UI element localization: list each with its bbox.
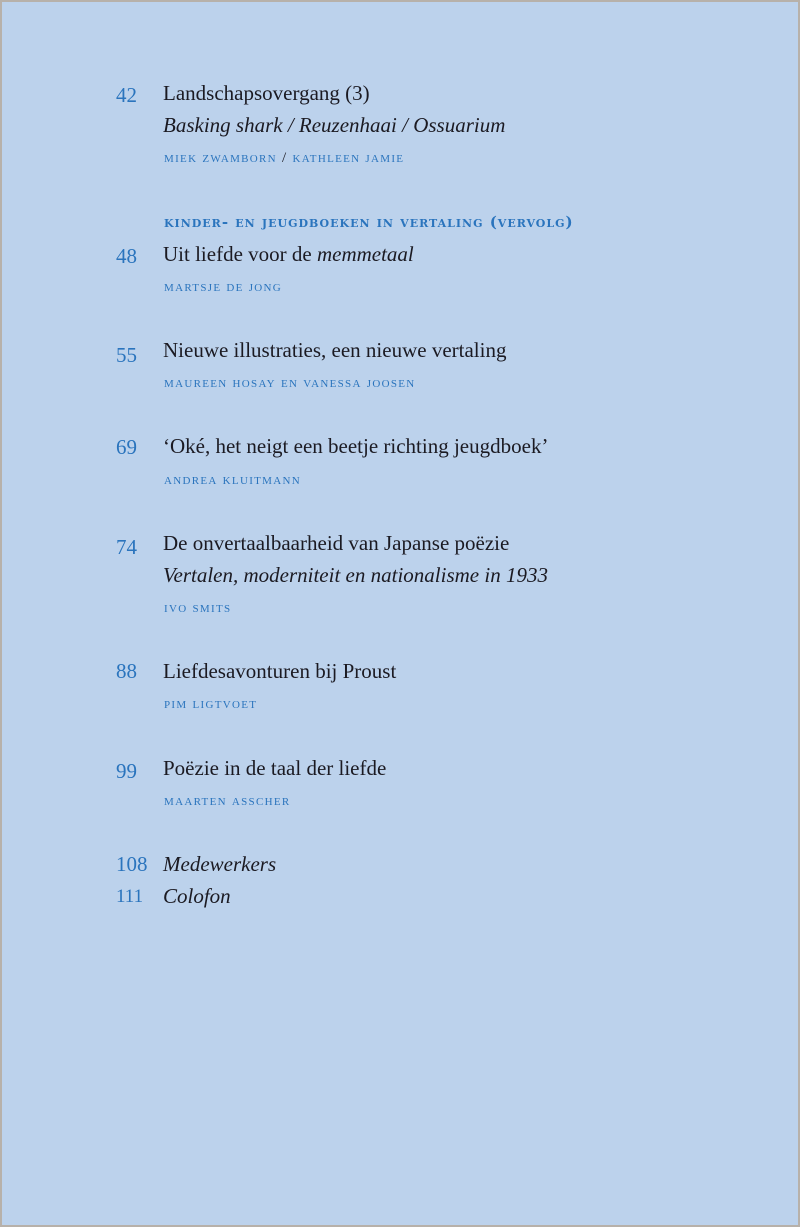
page-number: 74 bbox=[116, 535, 137, 559]
entry-title-italic: memmetaal bbox=[316, 242, 414, 266]
entry-subtitle: Basking shark / Reuzenhaai / Ossuarium bbox=[163, 113, 506, 137]
page-number: 88 bbox=[116, 659, 137, 683]
entry-author: ivo smits bbox=[164, 600, 232, 616]
author-name: kathleen jamie bbox=[292, 150, 405, 166]
page-number: 99 bbox=[116, 759, 137, 783]
table-of-contents bbox=[2, 2, 800, 1229]
entry-subtitle: Vertalen, moderniteit en nationalisme in 1933 bbox=[163, 563, 548, 587]
entry-title: ‘Oké, het neigt een beetje richting jeugdboek’ bbox=[163, 434, 549, 458]
page-number: 55 bbox=[116, 343, 137, 367]
entry-author: maarten asscher bbox=[164, 793, 291, 809]
entry-author: maureen hosay en vanessa joosen bbox=[164, 375, 416, 391]
entry-title: De onvertaalbaarheid van Japanse poëzie bbox=[163, 531, 510, 555]
entry-author: martsje de jong bbox=[164, 279, 283, 295]
section-heading: kinder- en jeugdboeken in vertaling (vervolg) bbox=[164, 213, 574, 231]
entry-title: Nieuwe illustraties, een nieuwe vertaling bbox=[163, 338, 507, 362]
entry-title-text: Uit liefde voor de bbox=[163, 242, 317, 266]
author-separator: / bbox=[282, 150, 288, 166]
page-number: 69 bbox=[116, 435, 137, 459]
entry-title: Colofon bbox=[163, 884, 231, 908]
entry-title: Landschapsovergang (3) bbox=[163, 81, 370, 105]
entry-author: andrea kluitmann bbox=[164, 472, 301, 488]
entry-title: Medewerkers bbox=[163, 852, 277, 876]
entry-title: Liefdesavonturen bij Proust bbox=[163, 659, 397, 683]
entry-title: Poëzie in de taal der liefde bbox=[163, 756, 387, 780]
entry-authors bbox=[164, 149, 404, 167]
entry-title bbox=[163, 242, 414, 266]
author-name: miek zwamborn bbox=[164, 150, 277, 166]
page-number: 48 bbox=[116, 244, 137, 268]
entry-author: pim ligtvoet bbox=[164, 696, 258, 712]
page-number: 111 bbox=[116, 886, 144, 907]
page-number: 42 bbox=[116, 83, 137, 107]
page-number: 108 bbox=[116, 852, 148, 876]
